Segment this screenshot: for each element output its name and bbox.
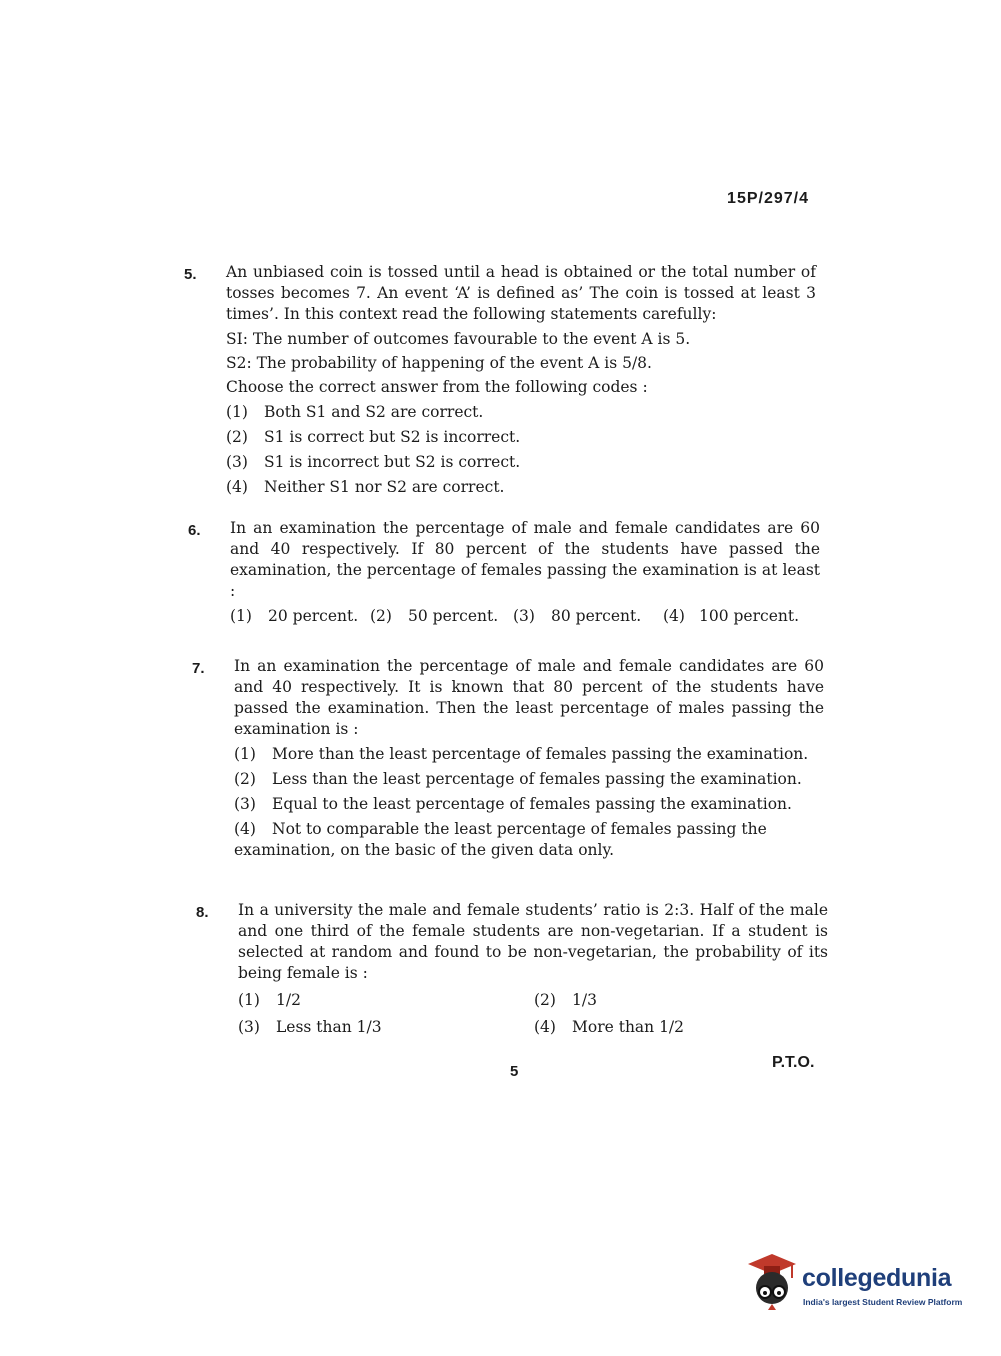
options-grid [238, 990, 828, 1038]
question-number: 6. [188, 522, 201, 539]
question-6 [188, 518, 820, 627]
instruction: Choose the correct answer from the following codes : [226, 378, 648, 396]
collegedunia-logo [742, 1250, 972, 1312]
option: (3) Equal to the least percentage of females passing the examination. [234, 795, 792, 813]
question-number: 8. [196, 904, 209, 921]
option: (3) Less than 1/3 [238, 1018, 382, 1036]
question-number: 5. [184, 266, 197, 283]
question-number: 7. [192, 660, 205, 677]
question-stem: An unbiased coin is tossed until a head is obtained or the total number of tosses becomes 7. An event ‘A’ is defined as’ The coin is tossed at least 3 times’. In this context read the following statements carefully: [226, 263, 816, 323]
question-stem: In a university the male and female students’ ratio is 2:3. Half of the male and one third of the female students are non-vegetarian. If a student is selected at random and found to be non-vegetarian, the probability of its being female is : [238, 901, 828, 982]
statement-s1: SI: The number of outcomes favourable to the event A is 5. [226, 330, 691, 348]
options-row: (1) 20 percent. (2) 50 percent. (3) 80 percent. (4) 100 percent. [230, 607, 800, 625]
page-number: 5 [510, 1063, 519, 1080]
option: (3) S1 is incorrect but S2 is correct. [226, 453, 521, 471]
question-7 [192, 656, 824, 865]
option: (2) Less than the least percentage of females passing the examination. [234, 770, 802, 788]
option: (4) Not to comparable the least percentage of females passing the examination, on the basic of the given data only. [234, 820, 767, 859]
option: (1) More than the least percentage of females passing the examination. [234, 745, 809, 763]
paper-code: 15P/297/4 [727, 190, 809, 207]
option: (4) Neither S1 nor S2 are correct. [226, 478, 505, 496]
option: (2) S1 is correct but S2 is incorrect. [226, 428, 521, 446]
option: (1) Both S1 and S2 are correct. [226, 403, 484, 421]
option: (2) 1/3 [534, 991, 597, 1009]
question-stem: In an examination the percentage of male and female candidates are 60 and 40 respectively. It is known that 80 percent of the students have passed the examination. Then the least percentage of males passing the examination is : [234, 657, 824, 738]
question-5 [184, 262, 816, 502]
pto-label: P.T.O. [772, 1054, 815, 1071]
option: (1) 1/2 [238, 991, 301, 1009]
question-8 [196, 900, 828, 1038]
statement-s2: S2: The probability of happening of the event A is 5/8. [226, 354, 652, 372]
mascot-icon [742, 1250, 798, 1310]
brand-tagline: India's largest Student Review Platform [803, 1297, 963, 1307]
brand-name: collegedunia [802, 1264, 952, 1292]
option: (4) More than 1/2 [534, 1018, 685, 1036]
question-stem: In an examination the percentage of male and female candidates are 60 and 40 respectively. If 80 percent of the students have passed the examination, the percentage of females passing the examination is at least : [230, 519, 820, 600]
